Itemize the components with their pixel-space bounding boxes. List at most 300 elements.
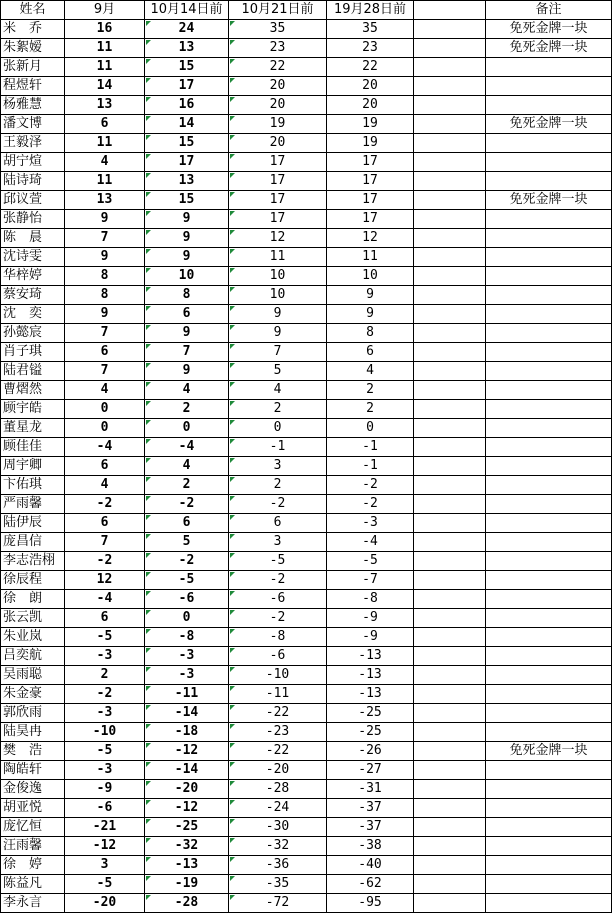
blank-cell [414, 552, 486, 571]
score-oct21: 2 [229, 476, 327, 495]
note-cell [486, 628, 612, 647]
header-oct21: 10月21日前 [229, 1, 327, 20]
score-oct14: 0 [145, 609, 229, 628]
note-cell [486, 286, 612, 305]
table-row [1, 780, 612, 799]
blank-cell [414, 495, 486, 514]
score-oct21: 19 [229, 115, 327, 134]
student-name: 顾宇皓 [1, 400, 65, 419]
student-name: 陆昊冉 [1, 723, 65, 742]
table-row [1, 172, 612, 191]
note-cell [486, 609, 612, 628]
note-cell [486, 229, 612, 248]
blank-cell [414, 77, 486, 96]
score-sep: 12 [65, 571, 145, 590]
score-sep: 11 [65, 58, 145, 77]
table-row [1, 666, 612, 685]
blank-cell [414, 39, 486, 58]
score-oct28: -2 [327, 476, 414, 495]
table-row [1, 191, 612, 210]
note-cell [486, 381, 612, 400]
score-sep: 6 [65, 514, 145, 533]
note-cell [486, 476, 612, 495]
table-row [1, 438, 612, 457]
table-row [1, 685, 612, 704]
score-sep: 4 [65, 381, 145, 400]
note-cell [486, 210, 612, 229]
blank-cell [414, 856, 486, 875]
table-row [1, 96, 612, 115]
score-oct28: -26 [327, 742, 414, 761]
table-row [1, 552, 612, 571]
table-row [1, 305, 612, 324]
score-sep: -2 [65, 552, 145, 571]
note-cell [486, 419, 612, 438]
table-row [1, 628, 612, 647]
table-row [1, 324, 612, 343]
blank-cell [414, 153, 486, 172]
score-oct14: -3 [145, 647, 229, 666]
note-cell: 免死金牌一块 [486, 115, 612, 134]
header-sep: 9月 [65, 1, 145, 20]
score-oct21: -32 [229, 837, 327, 856]
header-blank [414, 1, 486, 20]
note-cell [486, 134, 612, 153]
table-row [1, 647, 612, 666]
note-cell [486, 837, 612, 856]
blank-cell [414, 419, 486, 438]
score-oct28: -1 [327, 457, 414, 476]
table-row [1, 134, 612, 153]
student-name: 沈诗雯 [1, 248, 65, 267]
blank-cell [414, 20, 486, 39]
score-oct28: -2 [327, 495, 414, 514]
student-name: 郭欣雨 [1, 704, 65, 723]
score-oct14: -2 [145, 495, 229, 514]
score-oct14: -5 [145, 571, 229, 590]
student-name: 曹熠然 [1, 381, 65, 400]
table-row [1, 419, 612, 438]
score-oct14: -28 [145, 894, 229, 913]
student-name: 汪雨馨 [1, 837, 65, 856]
score-sep: 9 [65, 305, 145, 324]
score-oct21: 11 [229, 248, 327, 267]
student-name: 徐辰程 [1, 571, 65, 590]
blank-cell [414, 172, 486, 191]
table-row [1, 267, 612, 286]
score-oct21: 17 [229, 153, 327, 172]
score-oct28: -5 [327, 552, 414, 571]
student-name: 潘文博 [1, 115, 65, 134]
score-oct14: -13 [145, 856, 229, 875]
score-oct28: 2 [327, 400, 414, 419]
score-sep: -10 [65, 723, 145, 742]
note-cell [486, 438, 612, 457]
note-cell [486, 571, 612, 590]
score-oct21: -35 [229, 875, 327, 894]
blank-cell [414, 267, 486, 286]
score-sep: -12 [65, 837, 145, 856]
student-name: 朱金豪 [1, 685, 65, 704]
table-row [1, 818, 612, 837]
score-sep: 2 [65, 666, 145, 685]
score-oct21: 6 [229, 514, 327, 533]
score-oct14: -12 [145, 742, 229, 761]
blank-cell [414, 286, 486, 305]
table-row [1, 115, 612, 134]
student-name: 董星龙 [1, 419, 65, 438]
table-row [1, 742, 612, 761]
score-oct21: 10 [229, 286, 327, 305]
score-sep: 14 [65, 77, 145, 96]
score-oct21: 20 [229, 77, 327, 96]
blank-cell [414, 761, 486, 780]
score-sep: -3 [65, 704, 145, 723]
score-oct21: 2 [229, 400, 327, 419]
blank-cell [414, 134, 486, 153]
score-oct28: 17 [327, 191, 414, 210]
table-row [1, 704, 612, 723]
score-oct14: 9 [145, 248, 229, 267]
score-oct28: 17 [327, 210, 414, 229]
table-row [1, 457, 612, 476]
student-name: 陆君镒 [1, 362, 65, 381]
score-sep: 13 [65, 191, 145, 210]
score-sep: -3 [65, 761, 145, 780]
blank-cell [414, 647, 486, 666]
score-oct14: 9 [145, 229, 229, 248]
score-oct21: 7 [229, 343, 327, 362]
score-sep: 16 [65, 20, 145, 39]
score-oct28: 20 [327, 96, 414, 115]
score-oct28: 9 [327, 286, 414, 305]
score-oct14: 8 [145, 286, 229, 305]
header-row [1, 1, 612, 20]
note-cell [486, 780, 612, 799]
score-oct21: 5 [229, 362, 327, 381]
blank-cell [414, 533, 486, 552]
student-name: 李志浩栩 [1, 552, 65, 571]
student-name: 徐 婷 [1, 856, 65, 875]
blank-cell [414, 799, 486, 818]
score-oct28: 23 [327, 39, 414, 58]
student-name: 张云凯 [1, 609, 65, 628]
student-name: 杨雅慧 [1, 96, 65, 115]
student-name: 吴雨聪 [1, 666, 65, 685]
note-cell [486, 723, 612, 742]
table-row [1, 400, 612, 419]
score-oct21: -24 [229, 799, 327, 818]
score-oct28: 11 [327, 248, 414, 267]
blank-cell [414, 229, 486, 248]
score-oct28: 2 [327, 381, 414, 400]
note-cell [486, 552, 612, 571]
student-name: 卞佑琪 [1, 476, 65, 495]
note-cell [486, 704, 612, 723]
score-oct14: 6 [145, 514, 229, 533]
table-row [1, 39, 612, 58]
score-sep: 6 [65, 609, 145, 628]
note-cell [486, 875, 612, 894]
student-name: 严雨馨 [1, 495, 65, 514]
score-oct14: -3 [145, 666, 229, 685]
score-sep: -2 [65, 685, 145, 704]
table-row [1, 58, 612, 77]
score-oct14: -20 [145, 780, 229, 799]
score-oct14: 15 [145, 134, 229, 153]
score-oct28: -1 [327, 438, 414, 457]
score-oct21: 17 [229, 191, 327, 210]
score-oct28: -9 [327, 609, 414, 628]
score-sep: 7 [65, 229, 145, 248]
score-oct21: 22 [229, 58, 327, 77]
score-oct21: -2 [229, 571, 327, 590]
score-oct14: 13 [145, 39, 229, 58]
header-oct14: 10月14日前 [145, 1, 229, 20]
score-oct14: -12 [145, 799, 229, 818]
score-oct28: -25 [327, 723, 414, 742]
student-name: 陈益凡 [1, 875, 65, 894]
note-cell [486, 533, 612, 552]
score-oct21: -8 [229, 628, 327, 647]
score-sep: -5 [65, 742, 145, 761]
note-cell [486, 457, 612, 476]
table-row [1, 609, 612, 628]
blank-cell [414, 438, 486, 457]
table-row [1, 286, 612, 305]
note-cell [486, 248, 612, 267]
score-oct14: 9 [145, 362, 229, 381]
student-name: 朱业岚 [1, 628, 65, 647]
note-cell [486, 77, 612, 96]
blank-cell [414, 381, 486, 400]
score-sep: 7 [65, 362, 145, 381]
score-sep: 8 [65, 267, 145, 286]
score-oct14: -19 [145, 875, 229, 894]
student-name: 米 乔 [1, 20, 65, 39]
blank-cell [414, 514, 486, 533]
note-cell [486, 96, 612, 115]
table-row [1, 799, 612, 818]
blank-cell [414, 324, 486, 343]
student-name: 金俊逸 [1, 780, 65, 799]
blank-cell [414, 609, 486, 628]
note-cell [486, 153, 612, 172]
note-cell [486, 818, 612, 837]
score-oct14: 9 [145, 210, 229, 229]
student-name: 陆伊辰 [1, 514, 65, 533]
score-sep: -6 [65, 799, 145, 818]
score-oct28: 0 [327, 419, 414, 438]
blank-cell [414, 476, 486, 495]
score-oct21: -2 [229, 495, 327, 514]
score-sep: 9 [65, 248, 145, 267]
blank-cell [414, 343, 486, 362]
score-oct14: -11 [145, 685, 229, 704]
score-sep: -3 [65, 647, 145, 666]
table-row [1, 856, 612, 875]
score-oct28: -13 [327, 685, 414, 704]
score-oct21: -23 [229, 723, 327, 742]
student-name: 朱絮嫒 [1, 39, 65, 58]
score-oct21: 0 [229, 419, 327, 438]
student-name: 胡亚悦 [1, 799, 65, 818]
blank-cell [414, 685, 486, 704]
score-oct14: 7 [145, 343, 229, 362]
table-row [1, 229, 612, 248]
table-row [1, 20, 612, 39]
score-oct21: 17 [229, 172, 327, 191]
score-oct14: -32 [145, 837, 229, 856]
blank-cell [414, 96, 486, 115]
score-oct21: -2 [229, 609, 327, 628]
table-row [1, 343, 612, 362]
score-oct21: 20 [229, 96, 327, 115]
student-name: 李永言 [1, 894, 65, 913]
score-oct28: 19 [327, 115, 414, 134]
score-oct21: 3 [229, 533, 327, 552]
table-row [1, 514, 612, 533]
student-name: 王毅泽 [1, 134, 65, 153]
table-row [1, 476, 612, 495]
blank-cell [414, 590, 486, 609]
note-cell [486, 58, 612, 77]
score-oct21: -22 [229, 704, 327, 723]
score-oct28: -3 [327, 514, 414, 533]
score-oct14: -18 [145, 723, 229, 742]
score-oct21: -22 [229, 742, 327, 761]
score-sep: 3 [65, 856, 145, 875]
blank-cell [414, 210, 486, 229]
score-oct28: 8 [327, 324, 414, 343]
score-oct28: -13 [327, 666, 414, 685]
score-sep: -5 [65, 628, 145, 647]
blank-cell [414, 191, 486, 210]
score-oct21: -36 [229, 856, 327, 875]
score-oct21: 23 [229, 39, 327, 58]
table-body [1, 1, 612, 913]
score-oct21: -30 [229, 818, 327, 837]
student-name: 蔡安琦 [1, 286, 65, 305]
note-cell [486, 305, 612, 324]
student-name: 庞昌信 [1, 533, 65, 552]
student-name: 邱议萱 [1, 191, 65, 210]
blank-cell [414, 723, 486, 742]
score-oct28: -37 [327, 818, 414, 837]
table-row [1, 723, 612, 742]
blank-cell [414, 400, 486, 419]
score-oct28: 17 [327, 172, 414, 191]
blank-cell [414, 248, 486, 267]
student-name: 陈 晨 [1, 229, 65, 248]
student-name: 张新月 [1, 58, 65, 77]
note-cell [486, 172, 612, 191]
score-oct28: -8 [327, 590, 414, 609]
score-oct28: -27 [327, 761, 414, 780]
score-oct14: 5 [145, 533, 229, 552]
blank-cell [414, 58, 486, 77]
student-name: 张静怡 [1, 210, 65, 229]
student-name: 孙懿宸 [1, 324, 65, 343]
note-cell [486, 324, 612, 343]
score-sep: 0 [65, 419, 145, 438]
score-oct28: 4 [327, 362, 414, 381]
header-name: 姓名 [1, 1, 65, 20]
blank-cell [414, 666, 486, 685]
score-oct14: -6 [145, 590, 229, 609]
student-name: 顾佳佳 [1, 438, 65, 457]
score-oct28: 9 [327, 305, 414, 324]
score-oct14: 24 [145, 20, 229, 39]
score-sep: -2 [65, 495, 145, 514]
table-row [1, 381, 612, 400]
blank-cell [414, 875, 486, 894]
score-sep: 11 [65, 39, 145, 58]
score-oct21: 9 [229, 324, 327, 343]
score-sep: -20 [65, 894, 145, 913]
score-sep: 4 [65, 476, 145, 495]
blank-cell [414, 742, 486, 761]
score-oct21: -10 [229, 666, 327, 685]
score-oct14: -25 [145, 818, 229, 837]
note-cell [486, 400, 612, 419]
score-oct28: -4 [327, 533, 414, 552]
score-oct28: -7 [327, 571, 414, 590]
score-sep: -9 [65, 780, 145, 799]
score-oct14: -2 [145, 552, 229, 571]
blank-cell [414, 818, 486, 837]
score-oct21: -6 [229, 590, 327, 609]
note-cell [486, 590, 612, 609]
score-oct14: 4 [145, 457, 229, 476]
blank-cell [414, 780, 486, 799]
note-cell [486, 799, 612, 818]
table-row [1, 362, 612, 381]
note-cell: 免死金牌一块 [486, 20, 612, 39]
blank-cell [414, 362, 486, 381]
score-oct21: -5 [229, 552, 327, 571]
score-oct21: 10 [229, 267, 327, 286]
score-sep: 7 [65, 533, 145, 552]
score-oct21: 35 [229, 20, 327, 39]
score-oct21: 4 [229, 381, 327, 400]
score-oct14: 0 [145, 419, 229, 438]
score-oct21: -28 [229, 780, 327, 799]
score-oct21: 20 [229, 134, 327, 153]
score-oct14: 2 [145, 400, 229, 419]
table-row [1, 571, 612, 590]
student-name: 肖子琪 [1, 343, 65, 362]
score-sep: -4 [65, 590, 145, 609]
score-oct14: 9 [145, 324, 229, 343]
score-oct28: 12 [327, 229, 414, 248]
student-name: 吕奕航 [1, 647, 65, 666]
score-sep: 4 [65, 153, 145, 172]
student-name: 陶皓轩 [1, 761, 65, 780]
score-oct14: 15 [145, 58, 229, 77]
score-oct28: -38 [327, 837, 414, 856]
score-oct14: -14 [145, 704, 229, 723]
student-name: 沈 奕 [1, 305, 65, 324]
blank-cell [414, 894, 486, 913]
score-oct28: 19 [327, 134, 414, 153]
score-oct14: 17 [145, 153, 229, 172]
table-row [1, 533, 612, 552]
score-sep: 0 [65, 400, 145, 419]
score-oct14: 15 [145, 191, 229, 210]
note-cell [486, 666, 612, 685]
student-name: 华梓婷 [1, 267, 65, 286]
